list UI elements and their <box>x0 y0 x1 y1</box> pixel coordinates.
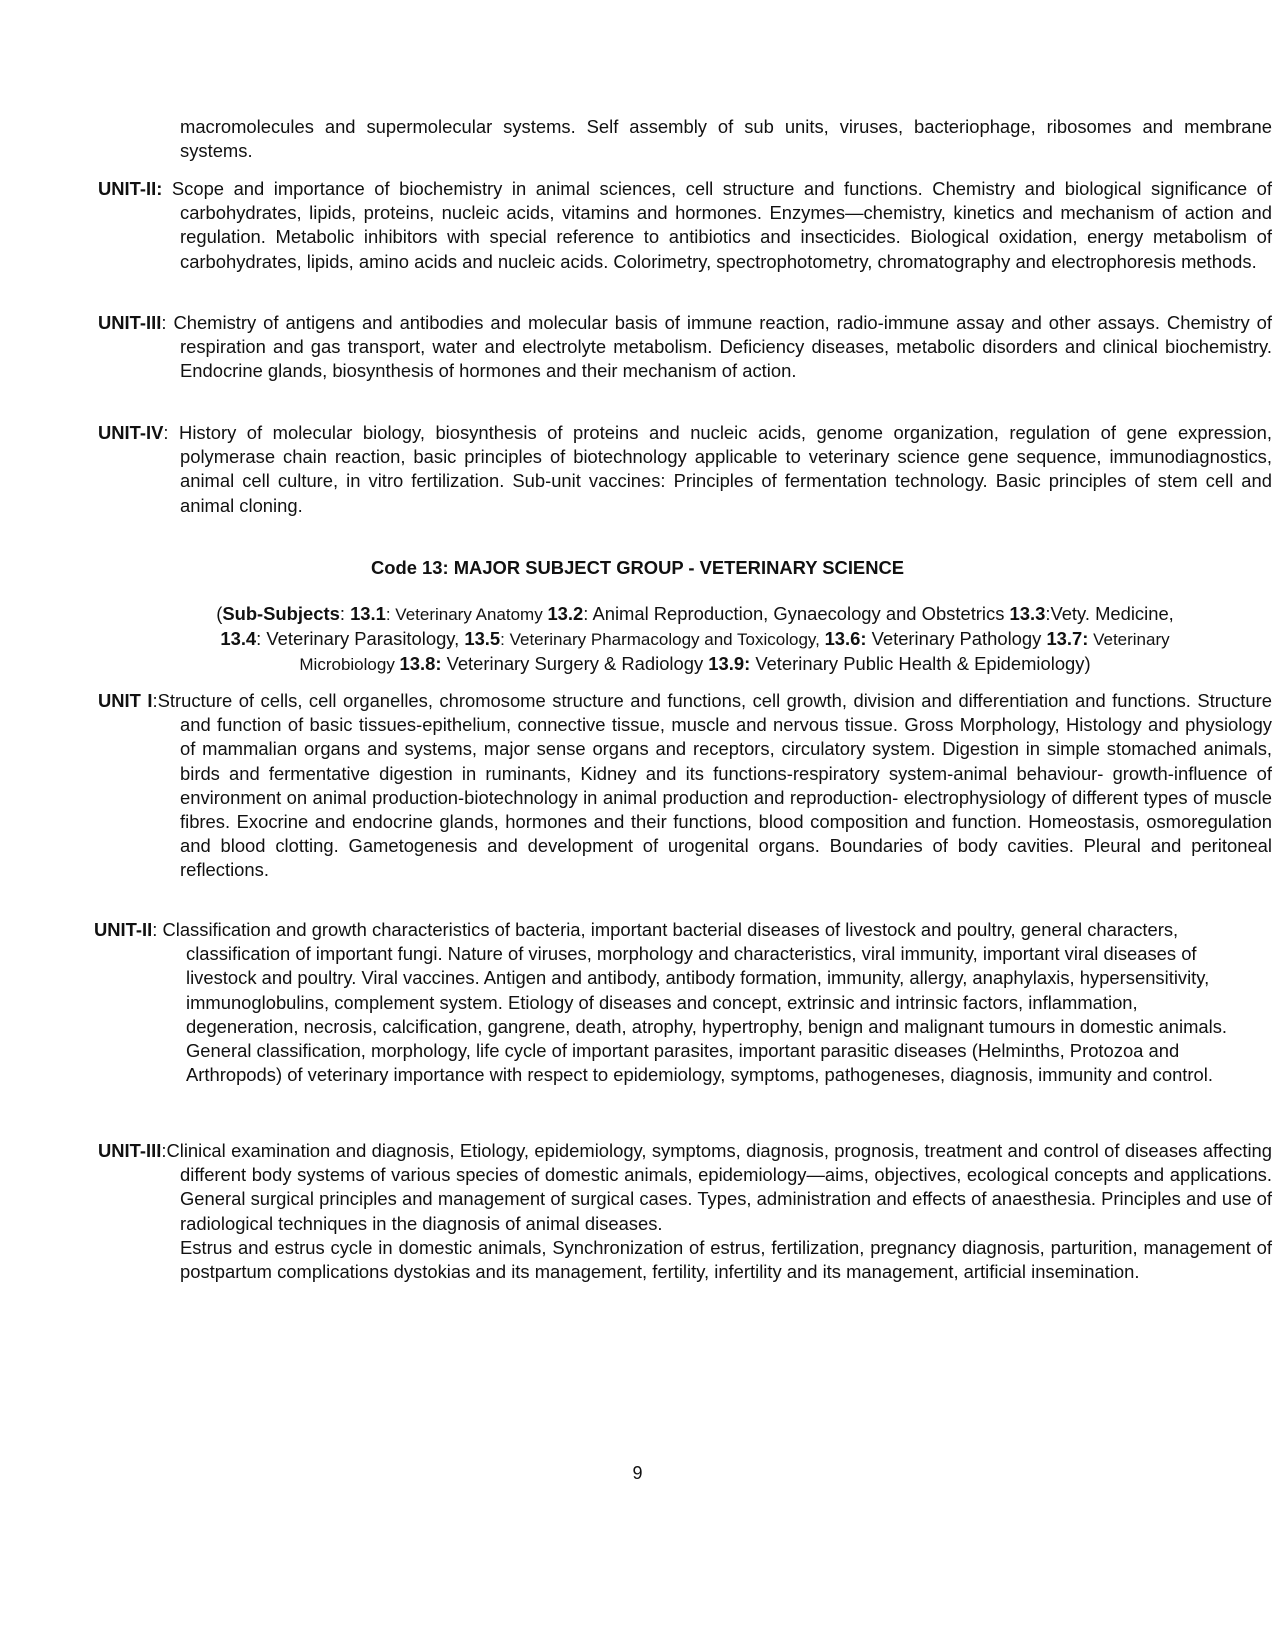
unit-separator: : <box>163 422 169 443</box>
sub-subjects-list: (Sub-Subjects: 13.1: Veterinary Anatomy 13.2: Animal Reproduction, Gynaecology and Obstetrics 13.3:Vety. Medicine, 13.4: Veterinary Parasitology, 13.5: Veterinary Pharmacology and Toxicology, 13.6: Veterinary Pathology 13.7: Veterinary Microbiology 13.8: Veterinary Surgery & Radiology 13.9: Veterinary Public Health & Epidemiology) <box>216 603 1174 674</box>
subject-code: 13.3 <box>1009 603 1046 624</box>
unit-text: : Classification and growth characteristics of bacteria, important bacterial diseases of livestock and poultry, general characters, classification of important fungi. Nature of viruses, morphology and characteristics, viral immunity, important viral diseases of livestock and poultry. Viral vaccines. Antigen and antibody, antibody formation, immunity, allergy, anaphylaxis, hypersensitivity, immunoglobulins, complement system. Etiology of diseases and concept, extrinsic and intrinsic factors, inflammation, degeneration, necrosis, calcification, gangrene, death, atrophy, hypertrophy, benign and malignant tumours in domestic animals. General classification, morphology, life cycle of important parasites, important parasitic diseases (Helminths, Protozoa and Arthropods) of veterinary importance with respect to epidemiology, symptoms, pathogeneses, diagnosis, immunity and control. <box>152 919 1228 1086</box>
subject-name: : Veterinary Anatomy <box>385 605 548 624</box>
unit-label: UNIT-IV <box>98 422 164 443</box>
unit-separator: : <box>161 312 167 333</box>
unit-text: Chemistry of antigens and antibodies and molecular basis of immune reaction, radio-immune assay and other assays. Chemistry of respiration and gas transport, water and electrolyte metabolism. Deficiency diseases, metabolic disorders and clinical biochemistry. Endocrine glands, biosynthesis of hormones and their mechanism of action. <box>173 312 1272 382</box>
subject-code: 13.2 <box>547 603 584 624</box>
biochem-unit-2 <box>98 177 1272 274</box>
unit-label: UNIT-II <box>94 919 153 940</box>
subject-name: : Veterinary Parasitology, <box>256 628 465 649</box>
subject-name: Veterinary Public Health & Epidemiology) <box>750 653 1091 674</box>
subject-name: Veterinary Surgery & Radiology <box>441 653 709 674</box>
subject-name: Veterinary Pathology <box>866 628 1047 649</box>
unit-text: Scope and importance of biochemistry in animal sciences, cell structure and functions. Chemistry and biological significance of carbohydrates, lipids, proteins, nucleic acids, vitamins and hormones. Enzymes—chemistry, kinetics and mechanism of action and regulation. Metabolic inhibitors with special reference to antibiotics and insecticides. Biological oxidation, energy metabolism of carbohydrates, lipids, amino acids and nucleic acids. Colorimetry, spectrophotometry, chromatography and electrophoresis methods. <box>171 178 1272 272</box>
subject-code: 13.7: <box>1046 628 1089 649</box>
intro-text: macromolecules and supermolecular systems. Self assembly of sub units, viruses, bacteriophage, ribosomes and membrane systems. <box>180 116 1272 162</box>
subject-code: 13.5 <box>464 628 501 649</box>
unit-text: :Structure of cells, cell organelles, chromosome structure and functions, cell growth, division and differentiation and functions. Structure and function of basic tissues-epithelium, connective tissue, muscle and nervous tissue. Gross Morphology, Histology and physiology of mammalian organs and systems, major sense organs and receptors, circulatory system. Digestion in simple stomached animals, birds and fermentative digestion in ruminants, Kidney and its functions-respiratory system-animal behaviour- growth-influence of environment on animal production-biotechnology in animal production and reproduction- electrophysiology of different types of muscle fibres. Exocrine and endocrine glands, hormones and their functions, blood composition and function. Homeostasis, osmoregulation and blood clotting. Gametogenesis and development of urogenital organs. Boundaries of body cavities. Pleural and peritoneal reflections. <box>152 690 1272 881</box>
unit-label: UNIT-III <box>98 312 162 333</box>
page-number: 9 <box>632 1463 643 1483</box>
subject-name: :Vety. Medicine, <box>1045 603 1174 624</box>
intro-continuation <box>98 115 1272 163</box>
subject-name: Veterinary Microbiology <box>299 630 1170 674</box>
subject-code: 13.6: <box>824 628 867 649</box>
unit-text: :Clinical examination and diagnosis, Etiology, epidemiology, symptoms, diagnosis, prognosis, treatment and control of diseases affecting different body systems of various species of domestic animals, epidemiology—aims, objectives, ecological concepts and applications. General surgical principles and management of surgical cases. Types, administration and effects of anaesthesia. Principles and use of radiological techniques in the diagnosis of animal diseases. <box>161 1140 1272 1234</box>
unit-label: UNIT I <box>98 690 153 711</box>
subject-name: : Animal Reproduction, Gynaecology and Obstetrics <box>583 603 1010 624</box>
unit-extra-text: Estrus and estrus cycle in domestic animals, Synchronization of estrus, fertilization, pregnancy diagnosis, parturition, management of postpartum complications dystokias and its management, fertility, infertility and its management, artificial insemination. <box>180 1236 1272 1283</box>
biochem-unit-4 <box>98 421 1272 518</box>
subject-code: 13.8: <box>399 653 442 674</box>
vet-unit-2 <box>94 918 1246 1087</box>
unit-text: History of molecular biology, biosynthesis of proteins and nucleic acids, genome organization, regulation of gene expression, polymerase chain reaction, basic principles of biotechnology applicable to veterinary science gene sequence, immunodiagnostics, animal cell culture, in vitro fertilization. Sub-unit vaccines: Principles of fermentation technology. Basic principles of stem cell and animal cloning. <box>179 422 1272 516</box>
unit-label: UNIT-III <box>98 1140 162 1161</box>
sub-subjects-label: Sub-Subjects <box>222 603 340 624</box>
vet-unit-1 <box>98 689 1272 883</box>
subject-code: 13.1 <box>350 603 386 624</box>
paren: ( <box>216 603 223 624</box>
biochem-unit-3 <box>98 311 1272 384</box>
subject-name: : Veterinary Pharmacology and Toxicology, <box>500 630 825 649</box>
section-heading: Code 13: MAJOR SUBJECT GROUP - VETERINARY SCIENCE <box>370 557 905 578</box>
vet-unit-3 <box>98 1139 1272 1284</box>
subject-code: 13.9: <box>708 653 751 674</box>
unit-label: UNIT-II: <box>98 178 163 199</box>
subject-code: 13.4 <box>220 628 257 649</box>
